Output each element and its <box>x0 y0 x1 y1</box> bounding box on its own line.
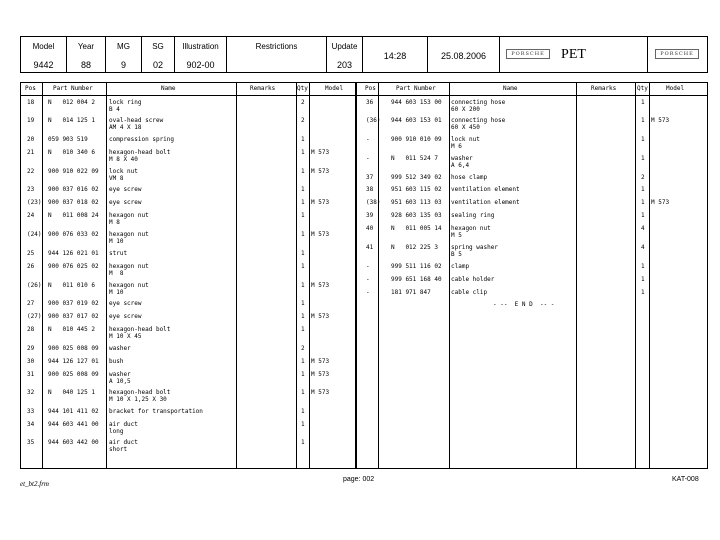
cell-part-number: 944 101 411 02 <box>48 408 99 415</box>
cell-name: strut <box>109 250 128 257</box>
cell-name: lock nut <box>451 136 480 143</box>
cell-qty: 1 <box>301 371 305 378</box>
cell-qty: 1 <box>641 155 645 162</box>
cell-name: hexagon-head bolt <box>109 389 171 396</box>
cell-name: cable clip <box>451 289 488 296</box>
update-value: 203 <box>336 60 353 70</box>
cell-pos: 28 <box>27 326 35 333</box>
cell-name: eye screw <box>109 300 142 307</box>
time-cell <box>363 37 428 72</box>
cell-pos: 40 <box>366 225 374 232</box>
sg-value: 02 <box>152 60 163 70</box>
cell-name-detail: AM 4 X 18 <box>109 124 142 131</box>
cell-name-detail: 60 X 450 <box>451 124 480 131</box>
cell-name-detail: M 10 X 45 <box>109 333 142 340</box>
col-part-number: Part Number <box>53 85 93 92</box>
restrictions-cell <box>227 37 327 72</box>
cell-name-detail: M 6 <box>451 143 462 150</box>
cell-pos: 25 <box>27 250 35 257</box>
cell-name: air duct <box>109 421 138 428</box>
cell-name-detail: short <box>109 446 128 453</box>
cell-pos: 31 <box>27 371 35 378</box>
cell-name: washer <box>109 371 131 378</box>
cell-part-number: 951 603 115 02 <box>391 186 442 193</box>
cell-qty: 4 <box>641 225 645 232</box>
cell-pos: 29 <box>27 345 35 352</box>
catalog-code: KAT-008 <box>672 476 699 483</box>
cell-pos: 38 <box>366 186 374 193</box>
cell-name: spring washer <box>451 244 498 251</box>
cell-part-number: 900 910 010 09 <box>391 136 442 143</box>
cell-pos: - <box>366 136 370 143</box>
col-qty-right: Qty <box>637 85 648 92</box>
time-value: 14:28 <box>383 51 407 61</box>
cell-pos: 23 <box>27 186 35 193</box>
cell-qty: 1 <box>641 117 645 124</box>
cell-part-number: 944 126 021 01 <box>48 250 99 257</box>
header-box <box>20 36 708 73</box>
page-number: page: 002 <box>343 476 375 483</box>
cell-part-number: 900 025 008 09 <box>48 371 99 378</box>
cell-pos: 26 <box>27 263 35 270</box>
cell-qty: 1 <box>301 149 305 156</box>
cell-qty: 1 <box>301 212 305 219</box>
cell-part-number: 944 126 127 01 <box>48 358 99 365</box>
cell-name: hexagon nut <box>109 212 149 219</box>
cell-qty: 1 <box>641 186 645 193</box>
cell-model: M 573 <box>311 231 330 238</box>
cell-part-number: N 011 008 24 <box>48 212 99 219</box>
col-remarks: Remarks <box>250 85 276 92</box>
cell-part-number: 059 903 519 <box>48 136 88 143</box>
cell-pos: 30 <box>27 358 35 365</box>
cell-name: hexagon nut <box>109 282 149 289</box>
mg-cell <box>106 37 142 72</box>
cell-name: ventilation element <box>451 199 520 206</box>
illustration-label: Illustration <box>182 42 219 51</box>
cell-part-number: 900 076 033 02 <box>48 231 99 238</box>
cell-pos: 19 <box>27 117 35 124</box>
col-qty: Qty <box>297 85 308 92</box>
cell-qty: 1 <box>301 358 305 365</box>
col-model: Model <box>325 85 344 92</box>
cell-pos: 20 <box>27 136 35 143</box>
sg-label: SG <box>152 42 164 51</box>
cell-pos: (38) <box>366 199 381 206</box>
cell-name: cable holder <box>451 276 495 283</box>
cell-name-detail: M 8 <box>109 270 124 277</box>
col-name: Name <box>161 85 176 92</box>
cell-qty: 1 <box>301 136 305 143</box>
cell-qty: 1 <box>301 199 305 206</box>
cell-name-detail: 60 X 200 <box>451 106 480 113</box>
cell-pos: - <box>366 263 370 270</box>
cell-pos: 35 <box>27 439 35 446</box>
cell-name: hose clamp <box>451 174 488 181</box>
cell-qty: 1 <box>641 199 645 206</box>
col-part-number-right: Part Number <box>396 85 436 92</box>
cell-name-detail: A 6,4 <box>451 162 470 169</box>
cell-qty: 1 <box>301 389 305 396</box>
cell-part-number: 900 037 016 02 <box>48 186 99 193</box>
cell-pos: 36 <box>366 99 374 106</box>
cell-name: bush <box>109 358 124 365</box>
cell-qty: 2 <box>301 99 305 106</box>
cell-part-number: N 010 445 2 <box>48 326 95 333</box>
col-model-right: Model <box>666 85 685 92</box>
cell-part-number: 900 076 025 02 <box>48 263 99 270</box>
cell-part-number: N 012 225 3 <box>391 244 438 251</box>
cell-name-detail: M 8 X 40 <box>109 156 138 163</box>
porsche-logo-left: PORSCHE <box>506 49 550 59</box>
cell-part-number: 999 511 116 02 <box>391 263 442 270</box>
cell-qty: 1 <box>641 263 645 270</box>
cell-name: hexagon nut <box>109 231 149 238</box>
date-cell <box>428 37 500 72</box>
cell-part-number: 900 037 018 02 <box>48 199 99 206</box>
cell-part-number: N 014 125 1 <box>48 117 95 124</box>
cell-model: M 573 <box>311 149 330 156</box>
cell-part-number: 944 603 153 00 <box>391 99 442 106</box>
cell-name: washer <box>451 155 473 162</box>
end-marker: - -- E N D -- - <box>493 301 555 308</box>
porsche-logo-right: PORSCHE <box>655 49 699 59</box>
cell-part-number: 999 512 349 02 <box>391 174 442 181</box>
cell-model: M 573 <box>311 313 330 320</box>
cell-pos: (26) <box>27 282 42 289</box>
update-label: Update <box>331 42 358 51</box>
cell-qty: 1 <box>301 408 305 415</box>
cell-pos: - <box>366 155 370 162</box>
illustration-cell <box>175 37 227 72</box>
cell-pos: 22 <box>27 168 35 175</box>
cell-name: air duct <box>109 439 138 446</box>
cell-part-number: 900 910 022 09 <box>48 168 99 175</box>
cell-pos: 32 <box>27 389 35 396</box>
cell-name: sealing ring <box>451 212 495 219</box>
cell-name-detail: long <box>109 428 124 435</box>
cell-pos: 37 <box>366 174 374 181</box>
model-value: 9442 <box>33 60 54 70</box>
cell-model: M 573 <box>311 358 330 365</box>
mg-label: MG <box>117 42 130 51</box>
cell-qty: 1 <box>301 421 305 428</box>
cell-qty: 1 <box>641 276 645 283</box>
cell-pos: (27) <box>27 313 42 320</box>
cell-name: connecting hose <box>451 117 506 124</box>
cell-qty: 1 <box>641 99 645 106</box>
cell-pos: 39 <box>366 212 374 219</box>
cell-name: hexagon nut <box>109 263 149 270</box>
cell-name: washer <box>109 345 131 352</box>
cell-name: lock nut <box>109 168 138 175</box>
cell-part-number: N 040 125 1 <box>48 389 95 396</box>
cell-qty: 1 <box>301 168 305 175</box>
cell-part-number: 944 603 153 01 <box>391 117 442 124</box>
cell-qty: 1 <box>301 250 305 257</box>
cell-pos: 41 <box>366 244 374 251</box>
year-value: 88 <box>80 60 91 70</box>
cell-model: M 573 <box>311 199 330 206</box>
form-name: et_bt2.frm <box>20 480 49 488</box>
cell-qty: 1 <box>301 231 305 238</box>
cell-model: M 573 <box>311 371 330 378</box>
cell-name: clamp <box>451 263 470 270</box>
cell-part-number: 951 603 113 03 <box>391 199 442 206</box>
logo-cell <box>648 37 707 72</box>
cell-pos: (24) <box>27 231 42 238</box>
date-value: 25.08.2006 <box>440 51 487 61</box>
update-cell <box>327 37 363 72</box>
cell-name-detail: M 10 <box>109 289 124 296</box>
cell-model: M 573 <box>311 282 330 289</box>
cell-name-detail: M 8 <box>109 219 120 226</box>
parts-table <box>20 82 708 469</box>
cell-model: M 573 <box>651 199 670 206</box>
cell-qty: 1 <box>641 212 645 219</box>
cell-part-number: 900 025 008 09 <box>48 345 99 352</box>
cell-part-number: 999 651 168 40 <box>391 276 442 283</box>
cell-part-number: 900 037 019 02 <box>48 300 99 307</box>
col-pos-right: Pos <box>365 85 376 92</box>
cell-qty: 1 <box>641 136 645 143</box>
cell-name: compression spring <box>109 136 175 143</box>
cell-name-detail: VM 8 <box>109 175 124 182</box>
cell-qty: 2 <box>301 117 305 124</box>
cell-name-detail: B 5 <box>451 251 462 258</box>
pet-title: PET <box>561 47 586 62</box>
cell-name: hexagon-head bolt <box>109 149 171 156</box>
cell-name-detail: A 10,5 <box>109 378 131 385</box>
cell-qty: 2 <box>641 174 645 181</box>
cell-part-number: 944 603 442 00 <box>48 439 99 446</box>
cell-qty: 2 <box>301 345 305 352</box>
cell-pos: (36) <box>366 117 381 124</box>
cell-name: oval-head screw <box>109 117 164 124</box>
cell-pos: (23) <box>27 199 42 206</box>
cell-part-number: 900 037 017 02 <box>48 313 99 320</box>
cell-part-number: N 011 524 7 <box>391 155 438 162</box>
cell-part-number: N 012 004 2 <box>48 99 95 106</box>
cell-part-number: 928 603 135 03 <box>391 212 442 219</box>
cell-name: eye screw <box>109 313 142 320</box>
cell-qty: 1 <box>301 313 305 320</box>
cell-qty: 1 <box>641 289 645 296</box>
year-label: Year <box>77 42 95 51</box>
cell-name-detail: M 10 <box>109 238 124 245</box>
cell-qty: 1 <box>301 439 305 446</box>
model-cell <box>21 37 67 72</box>
cell-name: connecting hose <box>451 99 506 106</box>
cell-part-number: N 011 010 6 <box>48 282 95 289</box>
cell-name: hexagon nut <box>451 225 491 232</box>
illustration-value: 902-00 <box>186 60 215 70</box>
cell-pos: 21 <box>27 149 35 156</box>
cell-qty: 1 <box>301 282 305 289</box>
cell-name: eye screw <box>109 199 142 206</box>
cell-pos: 33 <box>27 408 35 415</box>
cell-pos: - <box>366 276 370 283</box>
cell-qty: 1 <box>301 263 305 270</box>
cell-name: ventilation element <box>451 186 520 193</box>
cell-name-detail: M 10 X 1,25 X 30 <box>109 396 167 403</box>
cell-name: lock ring <box>109 99 142 106</box>
sg-cell <box>142 37 175 72</box>
restrictions-label: Restrictions <box>255 42 298 51</box>
cell-pos: - <box>366 289 370 296</box>
col-remarks-right: Remarks <box>591 85 617 92</box>
year-cell <box>67 37 106 72</box>
cell-part-number: 944 603 441 00 <box>48 421 99 428</box>
col-pos: Pos <box>25 85 36 92</box>
cell-name-detail: M 5 <box>451 232 462 239</box>
cell-model: M 573 <box>311 389 330 396</box>
cell-qty: 1 <box>301 300 305 307</box>
cell-name: bracket for transportation <box>109 408 203 415</box>
cell-qty: 1 <box>301 326 305 333</box>
cell-name-detail: B 4 <box>109 106 120 113</box>
cell-part-number: N 010 340 6 <box>48 149 95 156</box>
cell-pos: 27 <box>27 300 35 307</box>
cell-name: eye screw <box>109 186 142 193</box>
cell-model: M 573 <box>651 117 670 124</box>
mg-value: 9 <box>120 60 126 70</box>
cell-name: hexagon-head bolt <box>109 326 171 333</box>
cell-model: M 573 <box>311 168 330 175</box>
col-name-right: Name <box>503 85 518 92</box>
cell-part-number: 181 971 847 <box>391 289 431 296</box>
cell-pos: 18 <box>27 99 35 106</box>
title-cell <box>500 37 648 72</box>
cell-pos: 34 <box>27 421 35 428</box>
model-label: Model <box>32 42 55 51</box>
cell-qty: 1 <box>301 186 305 193</box>
cell-pos: 24 <box>27 212 35 219</box>
cell-part-number: N 011 005 14 <box>391 225 442 232</box>
cell-qty: 4 <box>641 244 645 251</box>
